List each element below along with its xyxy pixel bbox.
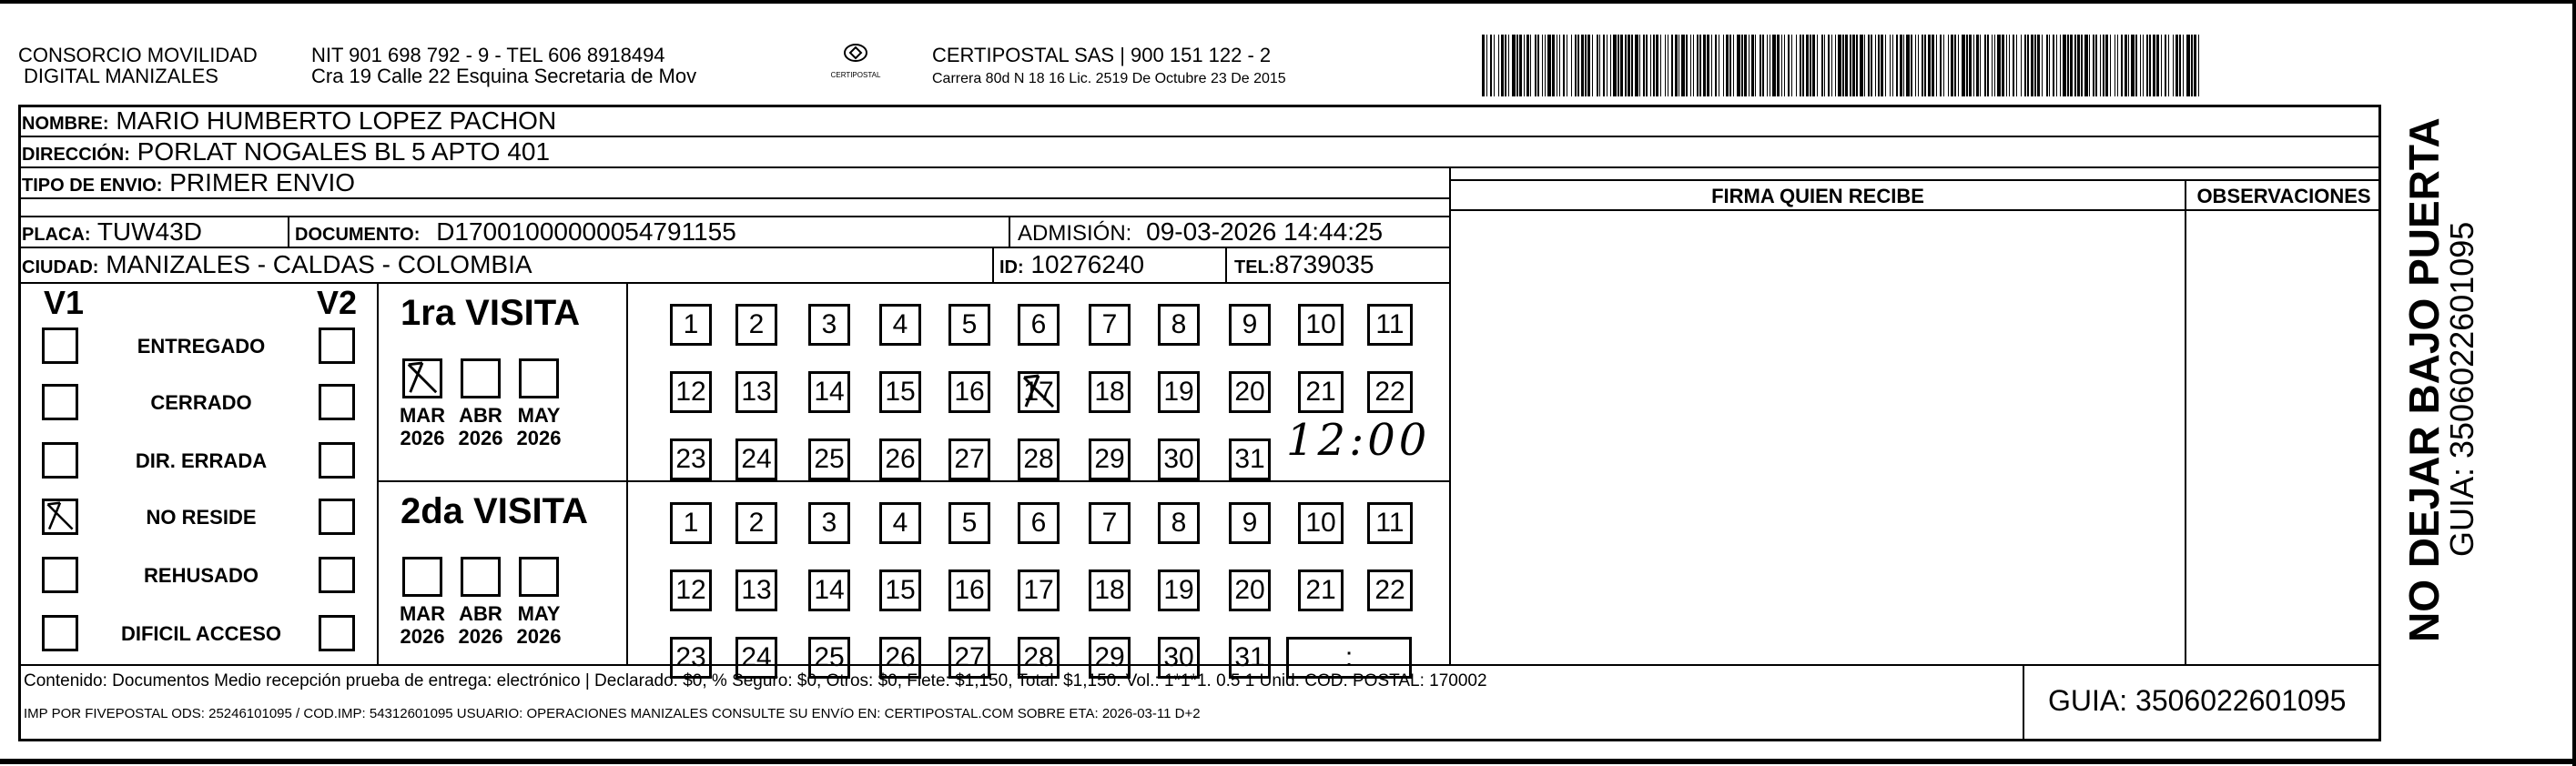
day-number: 22	[1374, 575, 1405, 605]
month-checkbox[interactable]	[461, 358, 501, 398]
day-number: 15	[885, 377, 916, 407]
day-number: 5	[961, 508, 978, 538]
side-guia: GUIA: 3506022601095	[2443, 221, 2480, 557]
day-number: 13	[741, 575, 772, 605]
visit-2-time: :	[1344, 642, 1354, 672]
month-name: MAR	[399, 602, 446, 625]
day-number: 9	[1242, 309, 1258, 339]
placa-value: TUW43D	[96, 217, 202, 246]
day-number: 20	[1234, 377, 1265, 407]
month-name: MAR	[399, 404, 446, 427]
day-number: 30	[1163, 642, 1194, 672]
tipo-envio-value: PRIMER ENVIO	[169, 168, 356, 197]
day-number: 4	[892, 309, 908, 339]
observations-area[interactable]	[2186, 211, 2381, 664]
day-number: 4	[892, 508, 908, 538]
day-box[interactable]	[735, 569, 777, 611]
day-box[interactable]	[1089, 304, 1131, 346]
admision-label: ADMISIÓN:	[1018, 221, 1132, 246]
day-box[interactable]	[1089, 502, 1131, 544]
day-number: 21	[1305, 377, 1336, 407]
day-number: 27	[954, 444, 985, 474]
observaciones-header: OBSERVACIONES	[2196, 185, 2371, 207]
day-box[interactable]	[1298, 502, 1344, 544]
day-box[interactable]	[1298, 371, 1344, 413]
bottom-edge	[0, 759, 2576, 764]
day-box[interactable]	[948, 438, 990, 480]
day-number: 26	[885, 642, 916, 672]
day-number: 12	[675, 377, 706, 407]
tipo-envio-label: TIPO DE ENVIO:	[22, 176, 163, 196]
day-number: 17	[1023, 575, 1054, 605]
v2-checkbox[interactable]	[319, 615, 355, 651]
month-checkbox[interactable]	[519, 557, 559, 597]
day-number: 10	[1305, 309, 1336, 339]
status-label: DIR. ERRADA	[135, 449, 268, 472]
ciudad-label: CIUDAD:	[22, 257, 99, 277]
documento-label: DOCUMENTO:	[295, 225, 421, 245]
month-name: MAY	[517, 404, 561, 427]
visit-1-time	[1286, 415, 1431, 466]
day-box[interactable]	[1089, 438, 1131, 480]
day-box[interactable]	[735, 371, 777, 413]
company-name-line-2: DIGITAL MANIZALES	[24, 65, 218, 87]
day-number: 2	[748, 508, 765, 538]
day-box[interactable]	[879, 569, 921, 611]
day-box[interactable]	[879, 304, 921, 346]
day-number: 24	[741, 642, 772, 672]
v1-checkbox[interactable]	[42, 328, 78, 364]
day-box[interactable]	[1298, 304, 1344, 346]
day-number: 19	[1163, 575, 1194, 605]
v1-label: V1	[44, 284, 85, 321]
nombre-label: NOMBRE:	[22, 114, 109, 134]
month-checkbox[interactable]	[519, 358, 559, 398]
month-year: 2026	[458, 427, 503, 449]
barcode	[1482, 35, 2206, 96]
day-number: 16	[954, 377, 985, 407]
month-checkbox[interactable]	[461, 557, 501, 597]
day-box[interactable]	[948, 569, 990, 611]
day-number: 3	[821, 508, 837, 538]
day-box[interactable]	[670, 569, 712, 611]
day-number: 2	[748, 309, 765, 339]
day-box[interactable]	[1158, 438, 1200, 480]
day-box[interactable]	[808, 569, 850, 611]
day-box[interactable]	[1018, 304, 1060, 346]
firma-header: FIRMA QUIEN RECIBE	[1711, 185, 1924, 207]
month-label	[512, 404, 566, 449]
day-box[interactable]	[808, 304, 850, 346]
day-box[interactable]	[1229, 438, 1271, 480]
direccion-value: PORLAT NOGALES BL 5 APTO 401	[137, 137, 551, 166]
day-number: 28	[1023, 444, 1054, 474]
courier-line: CERTIPOSTAL SAS | 900 151 122 - 2	[932, 44, 1272, 66]
day-box[interactable]	[1229, 304, 1271, 346]
day-number: 28	[1023, 642, 1054, 672]
month-label	[395, 602, 450, 648]
day-box[interactable]	[1158, 502, 1200, 544]
status-label: ENTREGADO	[137, 335, 266, 358]
status-label: CERRADO	[150, 391, 252, 414]
nombre-row	[22, 106, 556, 139]
day-number: 31	[1234, 444, 1265, 474]
day-number: 8	[1171, 508, 1187, 538]
day-box[interactable]	[948, 304, 990, 346]
day-number: 14	[814, 377, 845, 407]
day-box[interactable]	[670, 438, 712, 480]
day-box[interactable]	[1018, 371, 1060, 413]
v2-checkbox[interactable]	[319, 328, 355, 364]
visit-title: 2da VISITA	[401, 491, 588, 531]
documento-value: D17001000000054791155	[436, 217, 736, 246]
check-mark-icon	[405, 361, 440, 396]
day-box[interactable]	[1158, 371, 1200, 413]
day-number: 12	[675, 575, 706, 605]
day-box[interactable]	[1367, 569, 1413, 611]
day-number: 9	[1242, 508, 1258, 538]
footer-guia: GUIA: 3506022601095	[2048, 684, 2347, 717]
day-number: 6	[1030, 508, 1047, 538]
day-box[interactable]	[879, 502, 921, 544]
day-number: 1	[683, 508, 699, 538]
day-box[interactable]	[735, 438, 777, 480]
day-number: 25	[814, 444, 845, 474]
admision-value: 09-03-2026 14:44:25	[1146, 217, 1384, 246]
v1-checkbox[interactable]	[42, 557, 78, 593]
v2-checkbox[interactable]	[319, 499, 355, 535]
day-number: 22	[1374, 377, 1405, 407]
direccion-label: DIRECCIÓN:	[22, 145, 130, 165]
day-number: 25	[814, 642, 845, 672]
day-number: 23	[675, 444, 706, 474]
id-value: 10276240	[1030, 250, 1145, 278]
day-number: 21	[1305, 575, 1336, 605]
placa-field	[22, 217, 202, 250]
v2-checkbox[interactable]	[319, 557, 355, 593]
day-number: 20	[1234, 575, 1265, 605]
day-number: 6	[1030, 309, 1047, 339]
month-name: MAY	[517, 602, 561, 625]
month-year: 2026	[516, 427, 562, 449]
month-checkbox[interactable]	[402, 358, 442, 398]
v2-checkbox[interactable]	[319, 384, 355, 420]
day-number: 24	[741, 444, 772, 474]
day-number: 18	[1094, 377, 1125, 407]
footer-imp: IMP POR FIVEPOSTAL ODS: 25246101095 / COD.IMP: 54312601095 USUARIO: OPERACIONES MANIZALES CONSULTE SU ENVíO EN: CERTIPOSTAL.COM SOBRE ETA: 2026-03-11 D+2	[24, 706, 1201, 721]
ciudad-value: MANIZALES - CALDAS - COLOMBIA	[106, 250, 532, 278]
top-edge	[0, 0, 2576, 4]
month-name: ABR	[459, 404, 502, 427]
certipostal-logo-icon	[824, 36, 887, 91]
month-year: 2026	[400, 625, 445, 648]
day-box[interactable]	[808, 371, 850, 413]
month-checkbox[interactable]	[402, 557, 442, 597]
tel-value: 8739035	[1274, 250, 1374, 278]
company-name-line-1: CONSORCIO MOVILIDAD	[18, 44, 258, 66]
tel-field	[1234, 249, 1374, 283]
day-number: 29	[1094, 444, 1125, 474]
admision-field	[1018, 217, 1383, 249]
day-number: 3	[821, 309, 837, 339]
right-edge	[2572, 0, 2576, 766]
day-number: 1	[683, 309, 699, 339]
day-box[interactable]	[1158, 569, 1200, 611]
v1-checkbox[interactable]	[42, 615, 78, 651]
day-number: 31	[1234, 642, 1265, 672]
v1-checkbox[interactable]	[42, 499, 78, 535]
id-field	[999, 249, 1144, 283]
day-number: 11	[1375, 508, 1405, 538]
nombre-value: MARIO HUMBERTO LOPEZ PACHON	[116, 106, 557, 135]
day-number: 23	[675, 642, 706, 672]
month-name: ABR	[459, 602, 502, 625]
day-box[interactable]	[670, 304, 712, 346]
day-number: 7	[1101, 508, 1118, 538]
month-label	[395, 404, 450, 449]
month-label	[512, 602, 566, 648]
day-box[interactable]	[948, 371, 990, 413]
tipo-envio-row	[22, 167, 355, 201]
day-number: 7	[1101, 309, 1118, 339]
day-box[interactable]	[670, 371, 712, 413]
nit-line: NIT 901 698 792 - 9 - TEL 606 8918494	[311, 44, 665, 66]
day-box[interactable]	[1018, 502, 1060, 544]
day-box[interactable]	[1229, 502, 1271, 544]
visit-1-time-text: 12:00	[1286, 415, 1431, 466]
day-box[interactable]	[735, 304, 777, 346]
day-box[interactable]	[808, 438, 850, 480]
day-box[interactable]	[1018, 438, 1060, 480]
signature-area[interactable]	[1451, 211, 2185, 664]
day-number: 8	[1171, 309, 1187, 339]
month-label	[453, 404, 508, 449]
day-box[interactable]	[879, 371, 921, 413]
status-label: NO RESIDE	[146, 506, 257, 529]
v1-checkbox[interactable]	[42, 384, 78, 420]
day-number: 18	[1094, 575, 1125, 605]
status-label: REHUSADO	[144, 564, 259, 587]
day-box[interactable]	[879, 438, 921, 480]
day-number: 17	[1023, 377, 1054, 407]
day-box[interactable]	[1367, 304, 1413, 346]
logo-text: CERTIPOSTAL	[830, 71, 881, 79]
tel-label: TEL:	[1234, 257, 1275, 277]
v2-label: V2	[317, 284, 358, 321]
day-number: 10	[1305, 508, 1336, 538]
certipostal-logo	[824, 36, 887, 91]
day-number: 5	[961, 309, 978, 339]
day-box[interactable]	[1089, 569, 1131, 611]
day-number: 26	[885, 444, 916, 474]
day-box[interactable]	[1229, 569, 1271, 611]
day-box[interactable]	[670, 502, 712, 544]
month-label	[453, 602, 508, 648]
placa-label: PLACA:	[22, 225, 91, 245]
day-number: 15	[885, 575, 916, 605]
footer-contenido: Contenido: Documentos Medio recepción prueba de entrega: electrónico | Declarado: $0, % Seguro: $0, Otros: $0, Flete: $1,150, Total: $1,150. Vol.: 1*1*1. 0.5 1 Unid. COD. POSTAL: 170002	[24, 671, 1487, 690]
day-number: 16	[954, 575, 985, 605]
direccion-row	[22, 136, 550, 170]
id-label: ID:	[999, 257, 1024, 277]
day-box[interactable]	[1298, 569, 1344, 611]
day-number: 30	[1163, 444, 1194, 474]
check-mark-icon	[45, 501, 76, 532]
v2-checkbox[interactable]	[319, 442, 355, 479]
courier-address: Carrera 80d N 18 16 Lic. 2519 De Octubre 23 De 2015	[932, 71, 1286, 86]
day-number: 11	[1375, 309, 1405, 339]
day-number: 19	[1163, 377, 1194, 407]
day-number: 29	[1094, 642, 1125, 672]
day-box[interactable]	[948, 502, 990, 544]
v1-checkbox[interactable]	[42, 442, 78, 479]
check-mark-icon	[1020, 374, 1057, 410]
day-number: 27	[954, 642, 985, 672]
visit-title: 1ra VISITA	[401, 293, 581, 333]
day-number: 14	[814, 575, 845, 605]
month-year: 2026	[516, 625, 562, 648]
day-box[interactable]	[1089, 371, 1131, 413]
month-year: 2026	[458, 625, 503, 648]
ciudad-field	[22, 249, 532, 283]
status-label: DIFICIL ACCESO	[120, 622, 281, 645]
day-box[interactable]	[1018, 569, 1060, 611]
day-box[interactable]	[808, 502, 850, 544]
documento-field	[295, 217, 736, 250]
day-box[interactable]	[1158, 304, 1200, 346]
day-box[interactable]	[1229, 371, 1271, 413]
day-number: 13	[741, 377, 772, 407]
day-box[interactable]	[1367, 502, 1413, 544]
day-box[interactable]	[1367, 371, 1413, 413]
month-year: 2026	[400, 427, 445, 449]
address-line: Cra 19 Calle 22 Esquina Secretaria de Mov	[311, 65, 697, 87]
day-box[interactable]	[735, 502, 777, 544]
no-dejar-bajo-puerta: NO DEJAR BAJO PUERTA	[2400, 117, 2448, 642]
